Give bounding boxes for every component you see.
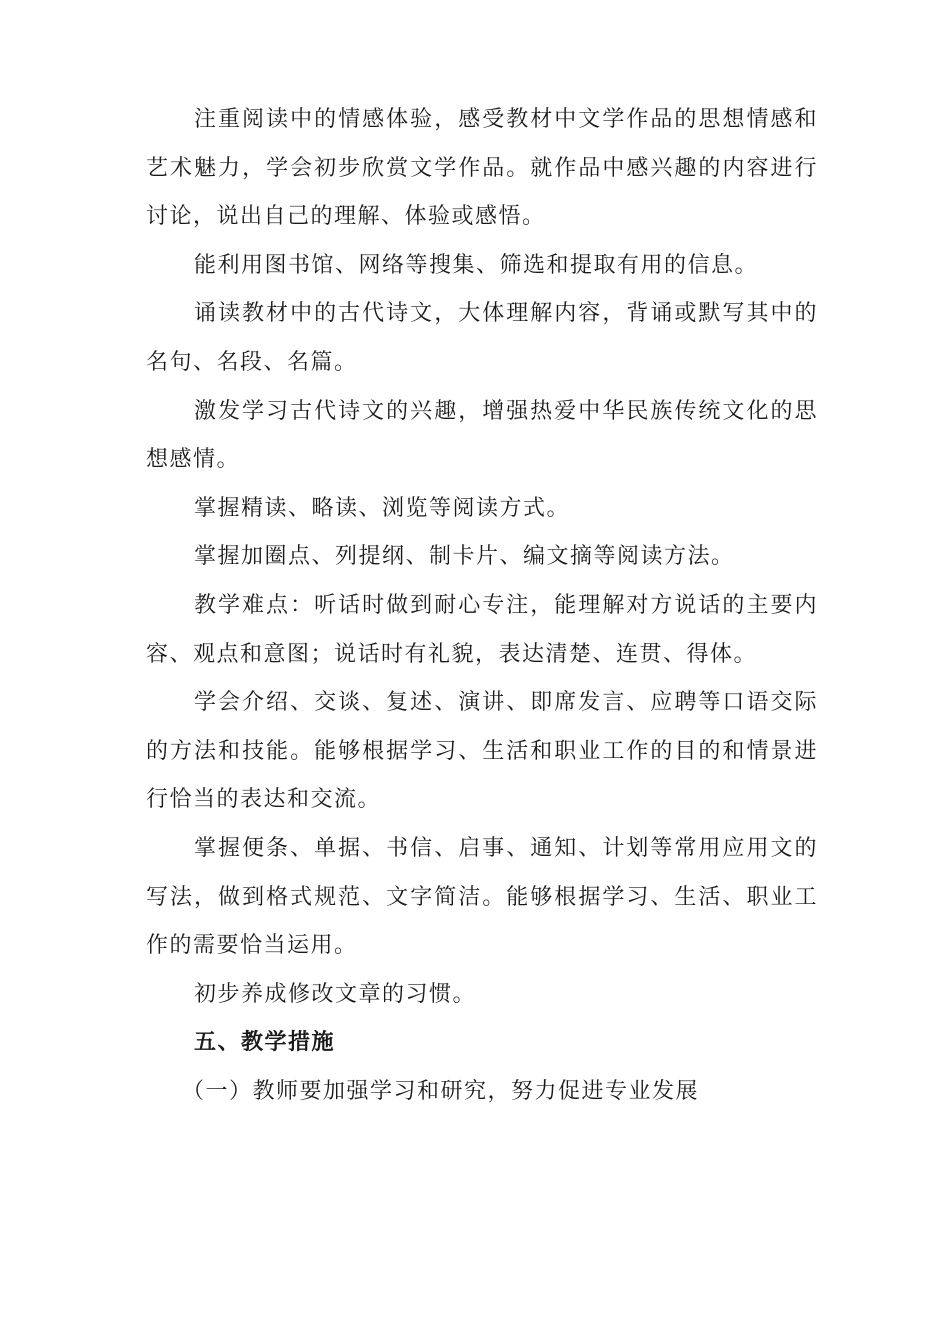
paragraph: 掌握加圈点、列提纲、制卡片、编文摘等阅读方法。	[194, 544, 735, 570]
subsection-heading: （一）教师要加强学习和研究，努力促进专业发展	[182, 1078, 700, 1104]
paragraph: 能利用图书馆、网络等搜集、筛选和提取有用的信息。	[194, 252, 759, 278]
paragraph: 掌握精读、略读、浏览等阅读方式。	[194, 495, 571, 521]
paragraph: 初步养成修改文章的习惯。	[194, 981, 477, 1007]
paragraph: 诵读教材中的古代诗文，大体理解内容，背诵或默写其中的名句、名段、名篇。	[146, 301, 818, 375]
paragraph: 激发学习古代诗文的兴趣，增强热爱中华民族传统文化的思想感情。	[146, 398, 818, 473]
paragraph: 学会介绍、交谈、复述、演讲、即席发言、应聘等口语交际的方法和技能。能够根据学习、生活和职业工作的目的和情景进行恰当的表达和交流。	[146, 690, 818, 813]
paragraph: 掌握便条、单据、书信、启事、通知、计划等常用应用文的写法，做到格式规范、文字简洁。能够根据学习、生活、职业工作的需要恰当运用。	[146, 835, 818, 959]
paragraph: 注重阅读中的情感体验，感受教材中文学作品的思想情感和艺术魅力，学会初步欣赏文学作品。就作品中感兴趣的内容进行讨论，说出自己的理解、体验或感悟。	[146, 107, 818, 230]
paragraph: 教学难点：听话时做到耐心专注，能理解对方说话的主要内容、观点和意图；说话时有礼貌，表达清楚、连贯、得体。	[146, 592, 818, 667]
section-heading: 五、教学措施	[194, 1030, 336, 1056]
document-body	[146, 96, 818, 1116]
